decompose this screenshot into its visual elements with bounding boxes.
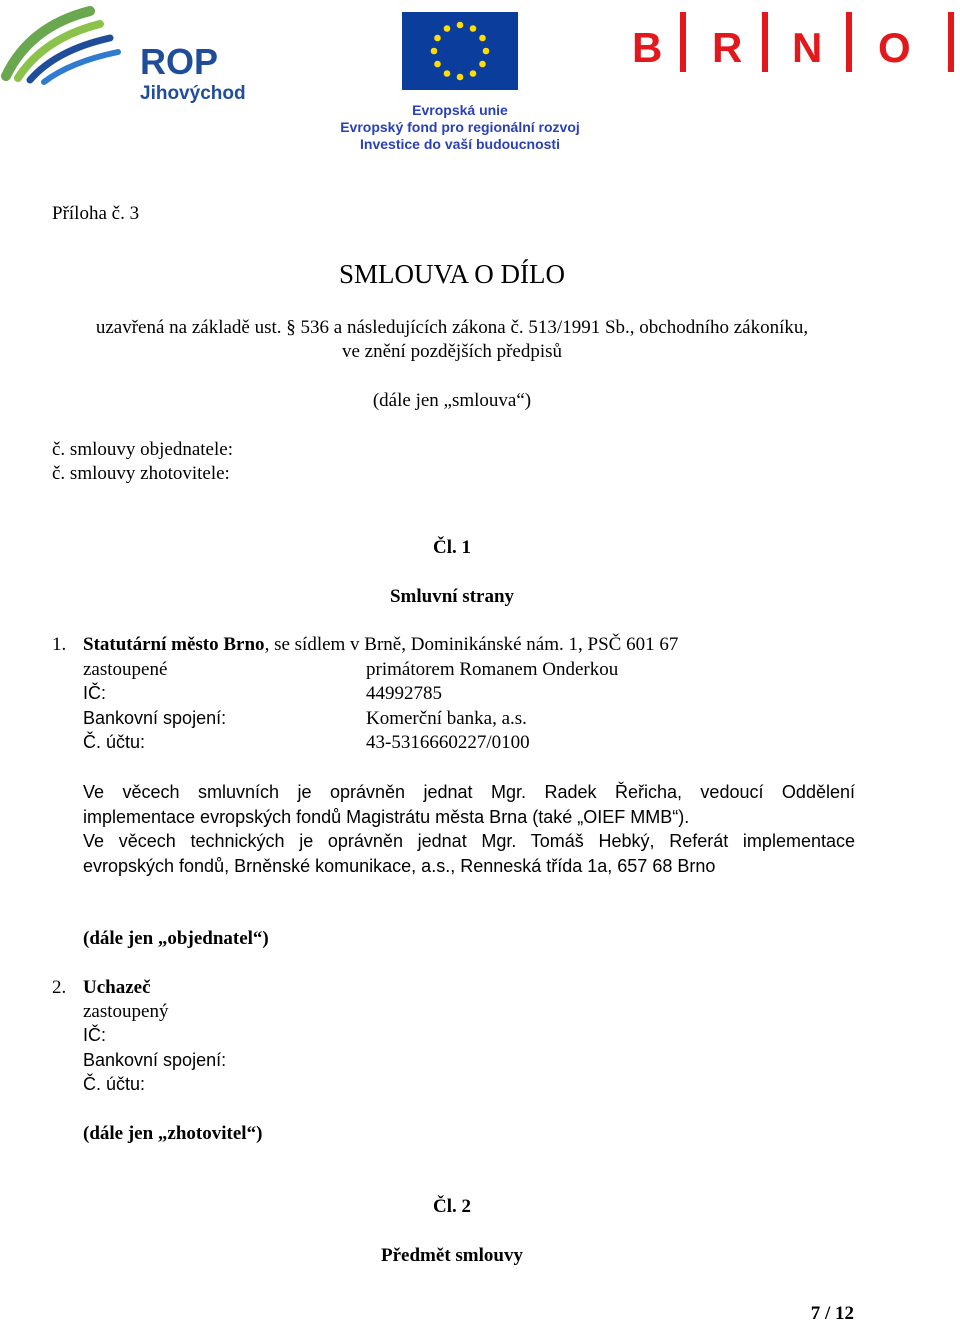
article-1-number: Čl. 1 <box>433 537 471 558</box>
party-1-bank-value: Komerční banka, a.s. <box>366 708 527 729</box>
party-2-hereinafter: (dále jen „zhotovitel“) <box>83 1123 263 1144</box>
eu-line-3: Investice do vaší budoucnosti <box>360 136 560 152</box>
party-1-address: , se sídlem v Brně, Dominikánské nám. 1, PSČ 601 67 <box>264 634 679 655</box>
party-1-name: Statutární město Brno <box>83 634 265 655</box>
brno-bar <box>680 12 686 72</box>
subtitle-line-2: ve znění pozdějších předpisů <box>341 341 562 362</box>
brno-letter-n: N <box>792 24 823 71</box>
party-1-ic-value: 44992785 <box>366 683 442 704</box>
party-1-bank-label: Bankovní spojení: <box>83 708 227 728</box>
paragraph-line: Ve věcech smluvních je oprávněn jednat Mgr. Radek Řeřicha, vedoucí Oddělení <box>83 782 855 802</box>
party-1-rep-value: primátorem Romanem Onderkou <box>366 659 619 680</box>
brno-bar <box>948 12 954 72</box>
contract-number-client: č. smlouvy objednatele: <box>52 439 233 460</box>
article-1-heading: Smluvní strany <box>389 586 515 607</box>
eu-text-block <box>318 102 602 153</box>
page-number: 7 / 12 <box>810 1303 854 1324</box>
party-1-ic-label: IČ: <box>83 683 107 703</box>
eu-line-2: Evropský fond pro regionální rozvoj <box>340 119 580 135</box>
rop-logo-name: ROP <box>140 41 219 82</box>
document-title: SMLOUVA O DÍLO <box>338 259 566 289</box>
party-1-number: 1. <box>52 634 67 655</box>
brno-letter-b: B <box>632 24 663 71</box>
paragraph-line: implementace evropských fondů Magistrátu města Brna (také „OIEF MMB“). <box>83 806 690 827</box>
paragraph-line: evropských fondů, Brněnské komunikace, a.s., Renneská třída 1a, 657 68 Brno <box>83 855 716 876</box>
paragraph-line: Ve věcech technických je oprávněn jednat Mgr. Tomáš Hebký, Referát implementace <box>83 831 855 851</box>
party-1-hereinafter: (dále jen „objednatel“) <box>83 928 269 949</box>
party-2-account-label: Č. účtu: <box>83 1074 146 1094</box>
party-2-ic-label: IČ: <box>83 1025 107 1045</box>
hereinafter-contract: (dále jen „smlouva“) <box>372 390 532 411</box>
eu-line-1: Evropská unie <box>412 102 508 118</box>
party-2-rep-label: zastoupený <box>83 1001 169 1022</box>
rop-logo-subtitle: Jihovýchod <box>140 83 246 104</box>
party-1-paragraph <box>83 780 855 878</box>
party-2-number: 2. <box>52 977 67 998</box>
party-2-bank-label: Bankovní spojení: <box>83 1050 227 1070</box>
party-1-account-label: Č. účtu: <box>83 732 146 752</box>
subtitle-line-1: uzavřená na základě ust. § 536 a následujících zákona č. 513/1991 Sb., obchodního zákoníku, <box>95 317 809 338</box>
brno-bar <box>762 12 768 72</box>
rop-swirl-icon <box>0 6 140 96</box>
article-2-heading: Předmět smlouvy <box>381 1245 523 1266</box>
article-2-number: Čl. 2 <box>433 1196 471 1217</box>
brno-letter-o: O <box>878 24 911 71</box>
eu-stars-icon <box>402 12 518 90</box>
party-2-name: Uchazeč <box>83 977 151 998</box>
party-1-rep-label: zastoupené <box>83 659 168 680</box>
brno-letter-r: R <box>712 24 743 71</box>
party-1-heading <box>83 634 678 656</box>
rop-logo <box>0 6 250 106</box>
contract-number-contractor: č. smlouvy zhotovitele: <box>52 463 230 484</box>
eu-flag <box>402 12 518 90</box>
brno-logo <box>630 12 960 82</box>
annex-label: Příloha č. 3 <box>52 203 140 224</box>
brno-bar <box>846 12 852 72</box>
party-1-account-value: 43-5316660227/0100 <box>366 732 530 753</box>
